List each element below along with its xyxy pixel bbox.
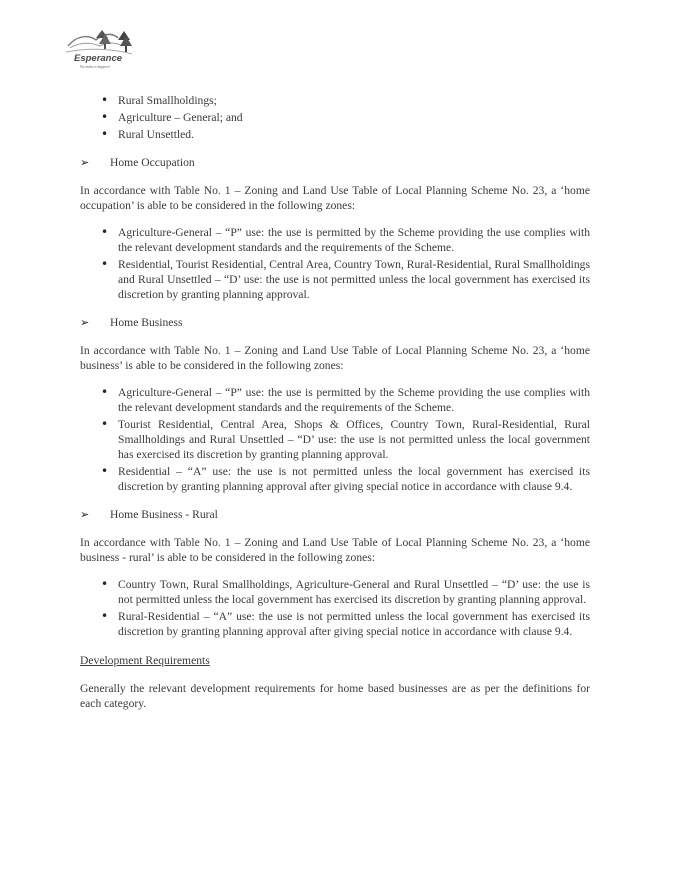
logo-graphic bbox=[66, 28, 132, 70]
list-item: • Agriculture-General – “P” use: the use is permitted by the Scheme providing the use complies with the relevant development standards and the requirements of the Scheme. bbox=[80, 385, 590, 415]
logo-text: Esperance bbox=[74, 53, 123, 64]
list-item: • Agriculture-General – “P” use: the use is permitted by the Scheme providing the use complies with the relevant development standards and the requirements of the Scheme. bbox=[80, 225, 590, 255]
logo-tagline: We make it happen! bbox=[80, 65, 110, 69]
section-heading-label: Home Business - Rural bbox=[110, 508, 218, 521]
intro-list bbox=[80, 93, 590, 142]
list-item: • Tourist Residential, Central Area, Shops & Offices, Country Town, Rural-Residential, Rural Smallholdings and Rural Unsettled – “D’ use: the use is not permitted unless the local government has exercised its discretion by granting planning approval. bbox=[80, 417, 590, 462]
section-intro: In accordance with Table No. 1 – Zoning and Land Use Table of Local Planning Scheme No. 23, a ‘home occupation’ is able to be considered in the following zones: bbox=[80, 184, 590, 212]
document-page bbox=[80, 93, 590, 723]
list-item: • Agriculture – General; and bbox=[80, 110, 590, 125]
arrow-bullet-icon: ➢ bbox=[80, 156, 90, 169]
list-item: • Residential – “A” use: the use is not permitted unless the local government has exercised its discretion by granting planning approval after giving special notice in accordance with clause 9.4. bbox=[80, 464, 590, 494]
list-item: • Rural-Residential – “A” use: the use is not permitted unless the local government has exercised its discretion by granting planning approval after giving special notice in accordance with clause 9.4. bbox=[80, 609, 590, 639]
section-heading-home-business-rural bbox=[80, 507, 590, 522]
shire-of-esperance-logo bbox=[66, 28, 132, 70]
development-requirements-text: Generally the relevant development requirements for home based businesses are as per the definitions for each category. bbox=[80, 682, 590, 710]
list-item: • Residential, Tourist Residential, Central Area, Country Town, Rural-Residential, Rural Smallholdings and Rural Unsettled – “D’ use: the use is not permitted unless the local government has exercised its discretion by granting planning approval. bbox=[80, 257, 590, 302]
arrow-bullet-icon: ➢ bbox=[80, 316, 90, 329]
arrow-bullet-icon: ➢ bbox=[80, 508, 90, 521]
section-heading-home-business bbox=[80, 315, 590, 330]
list-item: • Country Town, Rural Smallholdings, Agriculture-General and Rural Unsettled – “D’ use: the use is not permitted unless the local government has exercised its discretion by granting planning approval. bbox=[80, 577, 590, 607]
section-intro: In accordance with Table No. 1 – Zoning and Land Use Table of Local Planning Scheme No. 23, a ‘home business - rural’ is able to be considered in the following zones: bbox=[80, 536, 590, 564]
section-intro: In accordance with Table No. 1 – Zoning and Land Use Table of Local Planning Scheme No. 23, a ‘home business’ is able to be considered in the following zones: bbox=[80, 344, 590, 372]
zone-list bbox=[80, 577, 590, 639]
development-requirements-heading: Development Requirements bbox=[80, 654, 210, 667]
section-heading-label: Home Occupation bbox=[110, 156, 195, 169]
zone-list bbox=[80, 225, 590, 302]
section-heading-label: Home Business bbox=[110, 316, 183, 329]
list-item: • Rural Unsettled. bbox=[80, 127, 590, 142]
list-item: • Rural Smallholdings; bbox=[80, 93, 590, 108]
zone-list bbox=[80, 385, 590, 494]
section-heading-home-occupation bbox=[80, 155, 590, 170]
